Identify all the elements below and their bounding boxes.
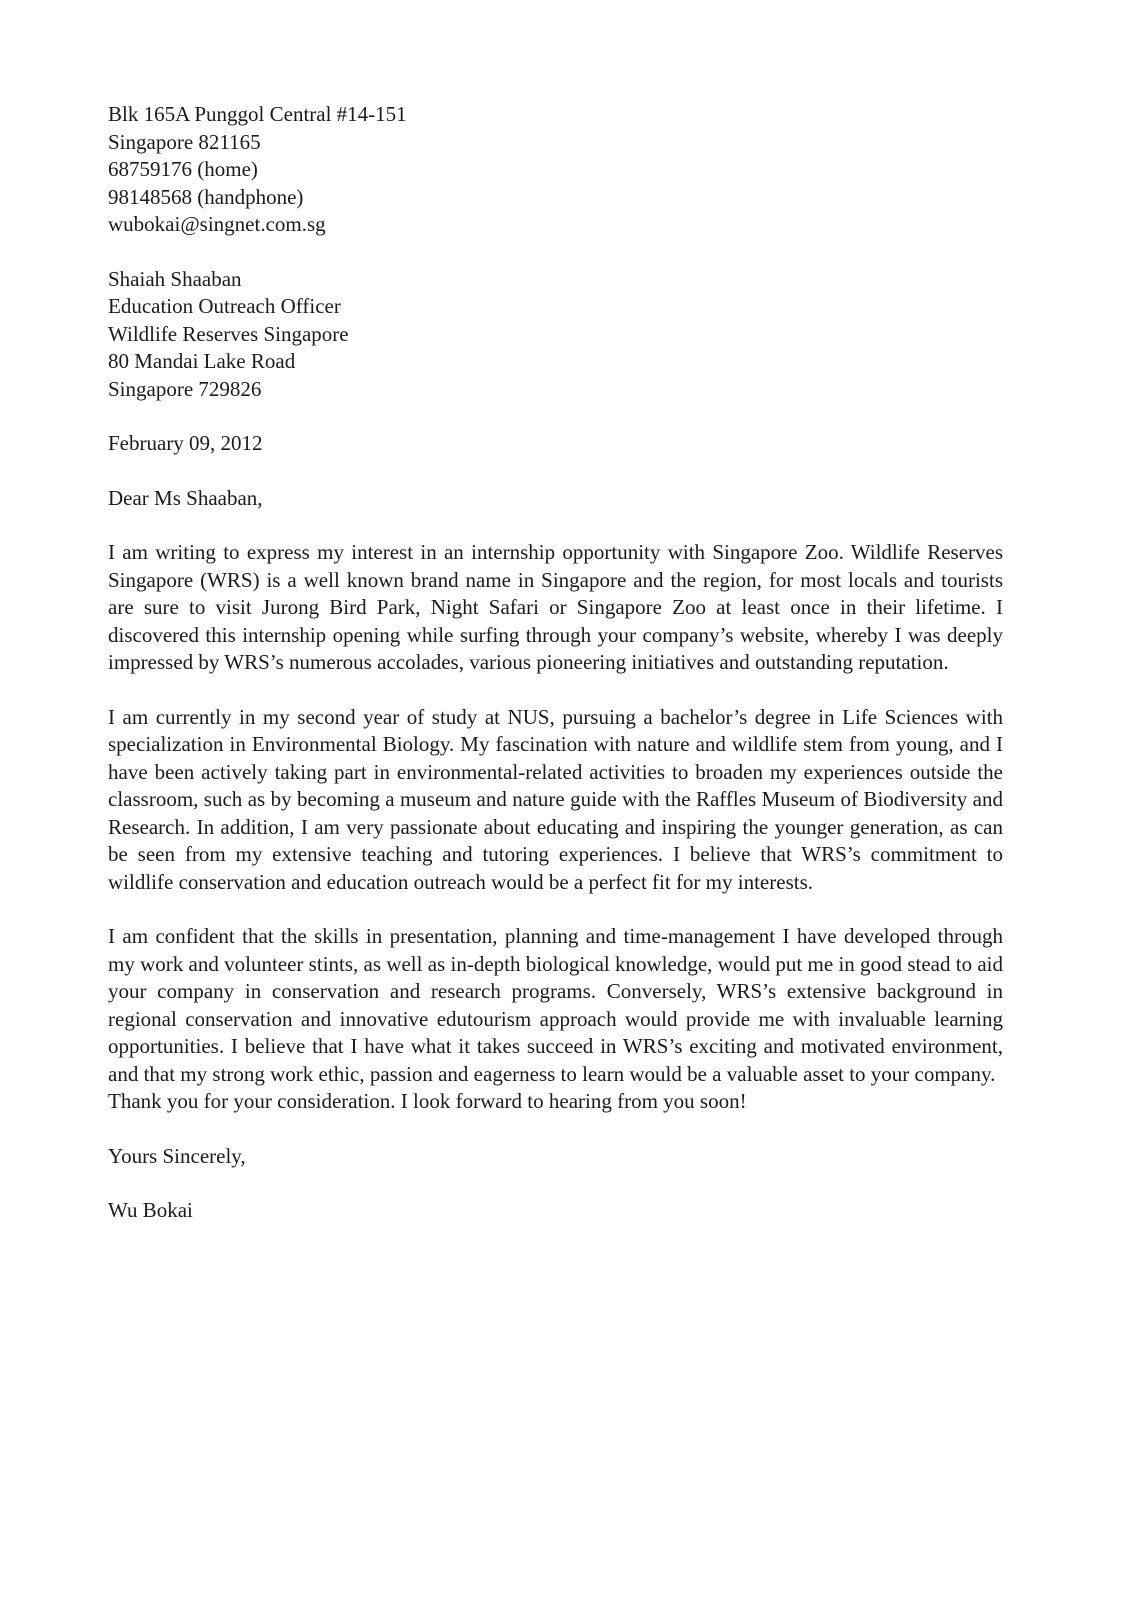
recipient-title: Education Outreach Officer bbox=[108, 294, 341, 318]
signature-name: Wu Bokai bbox=[108, 1198, 193, 1222]
date-line: February 09, 2012 bbox=[108, 431, 263, 455]
sender-address-line: Singapore 821165 bbox=[108, 129, 261, 154]
sender-email: wubokai@singnet.com.sg bbox=[108, 212, 326, 236]
sender-address-line: Blk 165A Punggol Central #14-151 bbox=[108, 102, 407, 126]
salutation-line: Dear Ms Shaaban, bbox=[108, 485, 263, 510]
body-paragraph-intro: I am writing to express my interest in an internship opportunity with Singapore Zoo. Wildlife Reserves Singapore (WRS) is a well known brand name in Singapore and the region, for most locals and tourists are sure to visit Jurong Bird Park, Night Safari or Singapore Zoo at least once in their lifetime. I discovered this internship opening while surfing through your company’s website, whereby I was deeply impressed by WRS’s numerous accolades, various pioneering initiatives and outstanding reputation. bbox=[108, 540, 1003, 674]
letter-content bbox=[108, 101, 1003, 1225]
recipient-name: Shaiah Shaaban bbox=[108, 266, 242, 291]
recipient-street: 80 Mandai Lake Road bbox=[108, 349, 296, 373]
recipient-organization: Wildlife Reserves Singapore bbox=[108, 321, 349, 346]
recipient-address-block bbox=[108, 266, 1003, 404]
body-paragraph-background: I am currently in my second year of study at NUS, pursuing a bachelor’s degree in Life Sciences with specialization in Environmental Biology. My fascination with nature and wildlife stem from young, and I have been actively taking part in environmental-related activities to broaden my experiences outside the classroom, such as by becoming a museum and nature guide with the Raffles Museum of Biodiversity and Research. In addition, I am very passionate about educating and inspiring the younger generation, as can be seen from my extensive teaching and tutoring experiences. I believe that WRS’s commitment to wildlife conservation and education outreach would be a perfect fit for my interests. bbox=[108, 704, 1003, 894]
closing-line: Thank you for your consideration. I look forward to hearing from you soon! bbox=[108, 1089, 747, 1113]
sender-phone-handphone: 98148568 (handphone) bbox=[108, 184, 304, 209]
body-paragraph-skills: I am confident that the skills in presentation, planning and time-management I have developed through my work and volunteer stints, as well as in-depth biological knowledge, would put me in good stead to aid your company in conservation and research programs. Conversely, WRS’s extensive background in regional conservation and innovative edutourism approach would provide me with invaluable learning opportunities. I believe that I have what it takes succeed in WRS’s exciting and motivated environment, and that my strong work ethic, passion and eagerness to learn would be a valuable asset to your company. bbox=[108, 924, 1003, 1086]
sender-address-block bbox=[108, 101, 1003, 239]
sender-phone-home: 68759176 (home) bbox=[108, 157, 258, 181]
recipient-postal: Singapore 729826 bbox=[108, 376, 262, 401]
valediction-line: Yours Sincerely, bbox=[108, 1143, 246, 1168]
